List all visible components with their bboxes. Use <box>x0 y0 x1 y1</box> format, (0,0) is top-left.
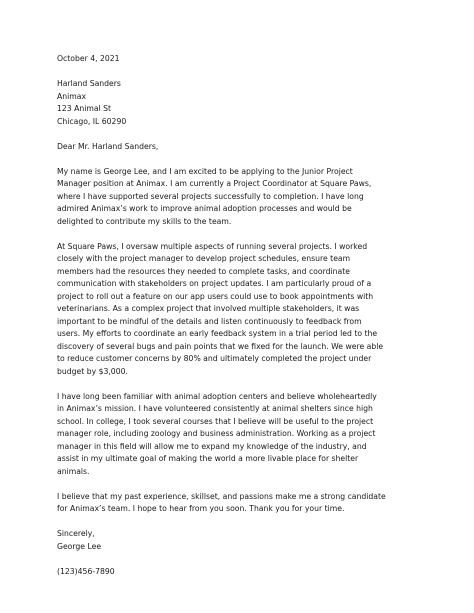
paragraph-line: where I have supported several projects successfully to completion. I have long <box>57 191 364 201</box>
paragraph-line: project to roll out a feature on our app users could use to book appointments with <box>57 291 374 301</box>
recipient-company: Animax <box>57 91 87 101</box>
body-paragraph-1 <box>57 166 429 229</box>
paragraph-line: users. My efforts to coordinate an early feedback system in a trial period led to the <box>57 329 378 338</box>
paragraph-line: manager role, including zoology and business administration. Working as a project <box>57 429 376 438</box>
spacer <box>57 478 429 491</box>
paragraph-line: admired Animax’s work to improve animal adoption processes and would be <box>57 204 352 213</box>
recipient-city: Chicago, IL 60290 <box>57 116 127 126</box>
paragraph-line: veterinarians. As a complex project that involved multiple stakeholders, it was <box>57 304 360 313</box>
paragraph-line: budget by $3,000. <box>57 366 128 376</box>
paragraph-line: important to be mindful of the details and listen continuously to feedback from <box>57 316 362 326</box>
closing-block <box>57 528 429 553</box>
paragraph-line: in Animax’s mission. I have volunteered consistently at animal shelters since high <box>57 404 373 413</box>
spacer <box>57 228 429 241</box>
paragraph-line: At Square Paws, I oversaw multiple aspects of running several projects. I worked <box>57 241 368 251</box>
paragraph-line: for Animax’s team. I hope to hear from you soon. Thank you for your time. <box>57 504 345 513</box>
paragraph-line: I have long been familiar with animal adoption centers and believe wholeheartedly <box>57 391 377 401</box>
closing: Sincerely, <box>57 529 95 538</box>
paragraph-line: closely with the project manager to develop project schedules, ensure team <box>57 254 351 263</box>
paragraph-line: delighted to contribute my skills to the team. <box>57 216 232 226</box>
body-paragraph-4 <box>57 491 429 516</box>
paragraph-line: school. In college, I took several courses that I believe will be useful to the project <box>57 416 374 426</box>
spacer <box>57 516 429 529</box>
spacer <box>57 128 429 141</box>
spacer <box>57 553 429 566</box>
paragraph-line: My name is George Lee, and I am excited to be applying to the Junior Project <box>57 166 353 176</box>
paragraph-line: assist in my ultimate goal of making the world a more livable place for shelter <box>57 454 359 463</box>
phone-number: (123)456-7890 <box>57 566 115 576</box>
body-paragraph-3 <box>57 391 429 479</box>
cover-letter <box>57 53 429 578</box>
paragraph-line: to reduce customer concerns by 80% and ultimately completed the project under <box>57 354 372 363</box>
paragraph-line: animals. <box>57 466 90 476</box>
spacer <box>57 153 429 166</box>
recipient-street: 123 Animal St <box>57 104 112 113</box>
recipient-name: Harland Sanders <box>57 79 121 88</box>
letter-date: October 4, 2021 <box>57 54 120 63</box>
paragraph-line: discovery of several bugs and pain points that we fixed for the launch. We were able <box>57 341 384 351</box>
recipient-address <box>57 78 429 128</box>
spacer <box>57 66 429 79</box>
paragraph-line: manager in this field will allow me to expand my knowledge of the industry, and <box>57 441 367 451</box>
signature-name: George Lee <box>57 541 102 551</box>
spacer <box>57 378 429 391</box>
body-paragraph-2 <box>57 241 429 379</box>
paragraph-line: members had the resources they needed to complete tasks, and coordinate <box>57 266 350 276</box>
paragraph-line: Manager position at Animax. I am currently a Project Coordinator at Square Paws, <box>57 179 372 188</box>
paragraph-line: communication with stakeholders on project updates. I am particularly proud of a <box>57 279 372 288</box>
paragraph-line: I believe that my past experience, skillset, and passions make me a strong candidate <box>57 491 386 501</box>
salutation: Dear Mr. Harland Sanders, <box>57 141 159 151</box>
